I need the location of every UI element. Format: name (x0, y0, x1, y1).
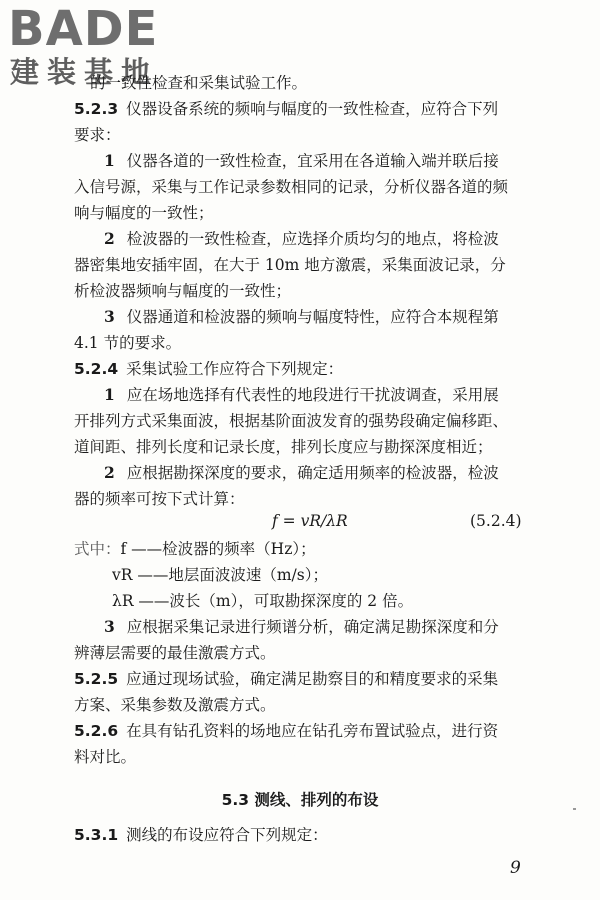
item-number: 3 (104, 307, 115, 326)
text-line (90, 72, 550, 94)
text-line (104, 306, 534, 328)
clause-number: 5.2.5 (74, 670, 119, 688)
section-title: 5.3 测线、排列的布设 (221, 791, 379, 809)
text-line (74, 436, 534, 458)
clause-text: 要求： (74, 126, 121, 144)
item-text: 辨薄层需要的最佳激震方式。 (74, 644, 276, 662)
text-line (112, 590, 532, 612)
where-item: λR ——波长（m），可取勘探深度的 2 倍。 (112, 592, 414, 610)
text-line (104, 384, 534, 406)
text-line (74, 98, 534, 120)
item-text: 4.1 节的要求。 (74, 334, 182, 352)
text-line (74, 124, 534, 146)
item-text: 应在场地选择有代表性的地段进行干扰波调查，采用展 (126, 386, 499, 404)
clause-text: 采集试验工作应符合下列规定： (126, 360, 344, 378)
item-text: 仪器通道和检波器的频响与幅度特性，应符合本规程第 (126, 308, 499, 326)
item-number: 2 (104, 463, 115, 482)
text-line (74, 824, 534, 846)
item-text: 响与幅度的一致性； (74, 204, 214, 222)
clause-number: 5.2.4 (74, 360, 119, 378)
text-line (74, 668, 534, 690)
clause-text: 料对比。 (74, 748, 137, 766)
text-line (74, 280, 534, 302)
equation-number: (5.2.4) (470, 512, 522, 530)
text-line (74, 332, 534, 354)
item-text: 应根据勘探深度的要求，确定适用频率的检波器，检波 (126, 464, 499, 482)
text-line (74, 746, 534, 768)
text-line (74, 720, 534, 742)
clause-text: 在具有钻孔资料的场地应在钻孔旁布置试验点，进行资 (126, 722, 499, 740)
item-text: 器密集地安插牢固，在大于 10m 地方激震，采集面波记录，分 (74, 256, 506, 274)
formula: f = vR/λR (272, 512, 348, 530)
text-line (74, 538, 534, 560)
where-item: vR ——地层面波波速（m/s）； (112, 566, 328, 584)
continuation-text: 的一致性检查和采集试验工作。 (90, 74, 308, 92)
clause-text: 测线的布设应符合下列规定： (126, 826, 328, 844)
where-lead: 式中： (74, 540, 121, 558)
clause-number: 5.2.6 (74, 722, 119, 740)
item-text: 开排列方式采集面波，根据基阶面波发育的强势段确定偏移距、 (74, 412, 509, 430)
item-text: 仪器各道的一致性检查，宜采用在各道输入端并联后接 (126, 152, 499, 170)
text-line (74, 642, 534, 664)
text-line (74, 254, 534, 276)
clause-text: 方案、采集参数及激震方式。 (74, 696, 276, 714)
item-text: 析检波器频响与幅度的一致性； (74, 282, 292, 300)
scan-speck (573, 808, 576, 810)
page-number: 9 (510, 858, 521, 878)
item-text: 入信号源，采集与工作记录参数相同的记录，分析仪器各道的频 (74, 178, 509, 196)
text-line (74, 488, 534, 510)
item-text: 检波器的一致性检查，应选择介质均匀的地点，将检波 (126, 230, 499, 248)
text-line (104, 228, 534, 250)
clause-text: 仪器设备系统的频响与幅度的一致性检查，应符合下列 (126, 100, 499, 118)
text-line (104, 150, 534, 172)
text-line (104, 462, 534, 484)
where-item: f ——检波器的频率（Hz）； (120, 540, 316, 558)
text-line (112, 564, 532, 586)
text-line (74, 176, 534, 198)
item-text: 道间距、排列长度和记录长度，排列长度应与勘探深度相近； (74, 438, 493, 456)
item-text: 应根据采集记录进行频谱分析，确定满足勘探深度和分 (126, 618, 499, 636)
item-number: 1 (104, 385, 115, 404)
item-text: 器的频率可按下式计算： (74, 490, 245, 508)
clause-number: 5.3.1 (74, 826, 119, 844)
text-line (104, 616, 534, 638)
text-line (74, 694, 534, 716)
text-line (74, 358, 534, 380)
logo-brand: BADE (8, 1, 159, 57)
item-number: 3 (104, 617, 115, 636)
clause-text: 应通过现场试验，确定满足勘察目的和精度要求的采集 (126, 670, 499, 688)
logo-tagline: 建装基地 (10, 55, 159, 89)
clause-number: 5.2.3 (74, 100, 119, 118)
item-number: 2 (104, 229, 115, 248)
text-line (74, 202, 534, 224)
text-line (74, 410, 534, 432)
item-number: 1 (104, 151, 115, 170)
